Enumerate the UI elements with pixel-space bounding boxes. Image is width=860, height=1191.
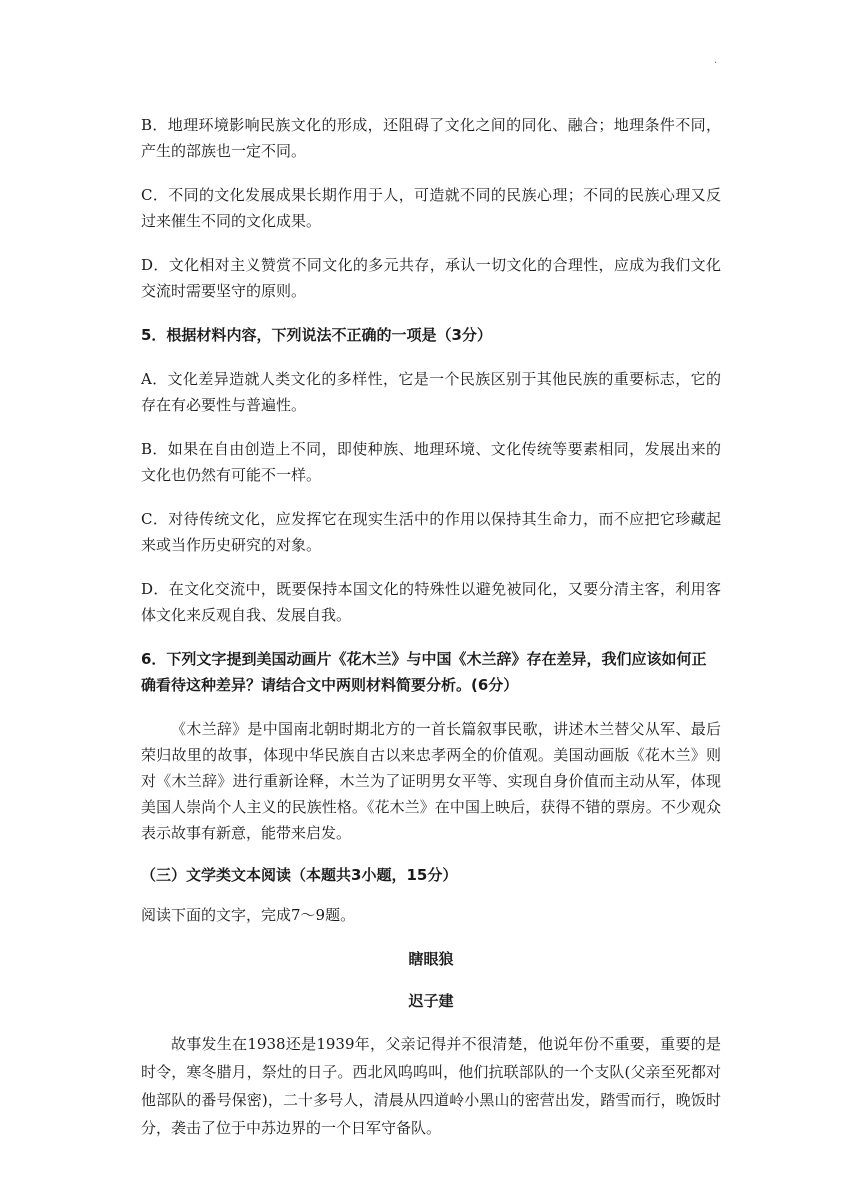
q5-option-c: C．对待传统文化，应发挥它在现实生活中的作用以保持其生命力，而不应把它珍藏起来或当作历史研究的对象。 xyxy=(141,510,721,554)
q4-option-c: C．不同的文化发展成果长期作用于人，可造就不同的民族心理；不同的民族心理又反过来催生不同的文化成果。 xyxy=(141,186,721,230)
q5-question: 5．根据材料内容，下列说法不正确的一项是（3分） xyxy=(141,326,492,344)
document-page xyxy=(141,112,721,1142)
section-instruction: 阅读下面的文字，完成7～9题。 xyxy=(141,906,356,924)
story-paragraph: 故事发生在1938还是1939年，父亲记得并不很清楚，他说年份不重要，重要的是时令，寒冬腊月，祭灶的日子。西北风呜呜叫，他们抗联部队的一个支队(父亲至死都对他部队的番号保密)，二十多号人，清晨从四道岭小黑山的密营出发，踏雪而行，晚饭时分，袭击了位于中苏边界的一个日军守备队。 xyxy=(141,1035,721,1137)
section-heading: （三）文学类文本阅读（本题共3小题，15分） xyxy=(141,866,458,884)
q4-option-b: B．地理环境影响民族文化的形成，还阻碍了文化之间的同化、融合；地理条件不同，产生的部族也一定不同。 xyxy=(141,116,721,160)
page-marker: · xyxy=(714,58,718,69)
q6-passage: 《木兰辞》是中国南北朝时期北方的一首长篇叙事民歌，讲述木兰替父从军、最后荣归故里的故事，体现中华民族自古以来忠孝两全的价值观。美国动画版《花木兰》则对《木兰辞》进行重新诠释，木兰为了证明男女平等、实现自身价值而主动从军，体现美国人崇尚个人主义的民族性格。《花木兰》在中国上映后，获得不错的票房。不少观众表示故事有新意，能带来启发。 xyxy=(141,720,721,842)
story-title: 瞎眼狼 xyxy=(408,950,454,968)
q4-option-d: D．文化相对主义赞赏不同文化的多元共存，承认一切文化的合理性，应成为我们文化交流时需要坚守的原则。 xyxy=(141,256,721,300)
q5-option-a: A．文化差异造就人类文化的多样性，它是一个民族区别于其他民族的重要标志，它的存在有必要性与普遍性。 xyxy=(141,370,721,414)
q5-option-d: D．在文化交流中，既要保持本国文化的特殊性以避免被同化，又要分清主客，利用客体文化来反观自我、发展自我。 xyxy=(141,580,721,624)
q5-option-b: B．如果在自由创造上不同，即使种族、地理环境、文化传统等要素相同，发展出来的文化也仍然有可能不一样。 xyxy=(141,440,721,484)
q6-question: 6．下列文字提到美国动画片《花木兰》与中国《木兰辞》存在差异，我们应该如何正确看待这种差异？请结合文中两则材料简要分析。(6分） xyxy=(141,650,707,694)
story-author: 迟子建 xyxy=(408,992,454,1010)
